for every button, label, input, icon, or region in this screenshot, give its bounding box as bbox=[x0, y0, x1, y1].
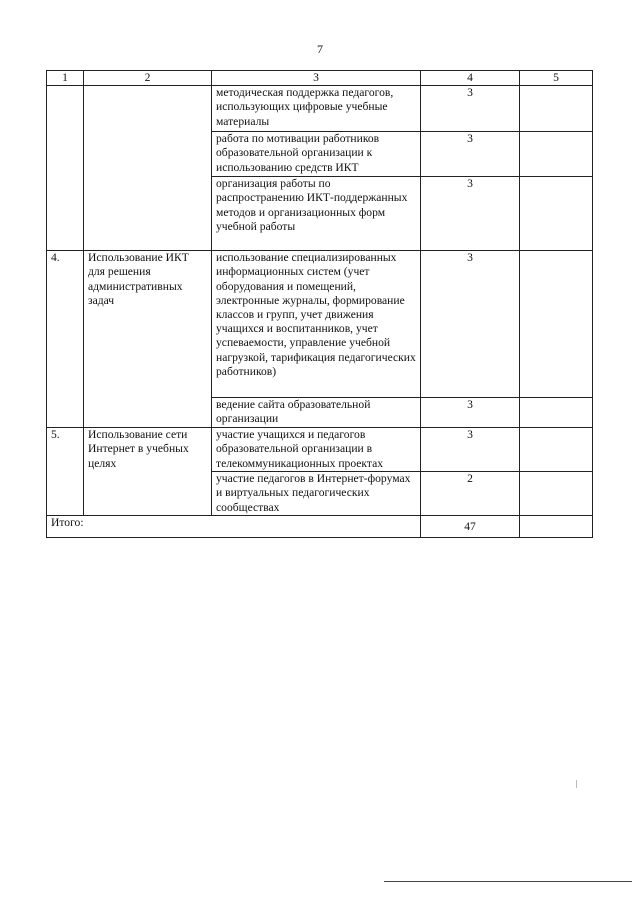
note-cell bbox=[520, 398, 593, 428]
note-cell bbox=[520, 86, 593, 132]
score-cell: 3 bbox=[421, 398, 520, 428]
item-cell: организация работы по распространению ИКТ-поддержанных методов и организационных форм учебной работы bbox=[212, 177, 421, 251]
item-cell: методическая поддержка педагогов, использующих цифровые учебные материалы bbox=[212, 86, 421, 132]
score-cell: 3 bbox=[421, 428, 520, 472]
total-score: 47 bbox=[421, 516, 520, 538]
header-cell: 1 bbox=[47, 71, 84, 86]
row-number: 5. bbox=[47, 428, 84, 516]
row-number: 4. bbox=[47, 251, 84, 428]
note-cell bbox=[520, 132, 593, 177]
score-cell: 2 bbox=[421, 472, 520, 516]
score-cell: 3 bbox=[421, 132, 520, 177]
table-header-row bbox=[47, 71, 593, 86]
table-row bbox=[47, 86, 593, 132]
area-cell: Использование сети Интернет в учебных целях bbox=[84, 428, 212, 516]
header-cell: 3 bbox=[212, 71, 421, 86]
margin-mark bbox=[576, 780, 577, 788]
total-label: Итого: bbox=[47, 516, 421, 538]
total-row bbox=[47, 516, 593, 538]
score-cell: 3 bbox=[421, 86, 520, 132]
footer-rule bbox=[384, 881, 632, 882]
note-cell bbox=[520, 428, 593, 472]
header-cell: 2 bbox=[84, 71, 212, 86]
area-cell bbox=[84, 86, 212, 251]
page-number: 7 bbox=[317, 42, 323, 56]
total-note bbox=[520, 516, 593, 538]
item-cell: использование специализированных информационных систем (учет оборудования и помещений, электронные журналы, формирование классов и групп, учет движения учащихся и воспитанников, учет успеваемости, управление учебной нагрузкой, тарификация педагогических работников) bbox=[212, 251, 421, 398]
score-cell: 3 bbox=[421, 251, 520, 398]
header-cell: 4 bbox=[421, 71, 520, 86]
table-row bbox=[47, 251, 593, 398]
note-cell bbox=[520, 251, 593, 398]
note-cell bbox=[520, 472, 593, 516]
item-cell: участие учащихся и педагогов образовательной организации в телекоммуникационных проектах bbox=[212, 428, 421, 472]
note-cell bbox=[520, 177, 593, 251]
table-row bbox=[47, 428, 593, 472]
row-number bbox=[47, 86, 84, 251]
item-cell: работа по мотивации работников образовательной организации к использованию средств ИКТ bbox=[212, 132, 421, 177]
criteria-table bbox=[46, 70, 593, 538]
item-cell: участие педагогов в Интернет-форумах и виртуальных педагогических сообществах bbox=[212, 472, 421, 516]
header-cell: 5 bbox=[520, 71, 593, 86]
score-cell: 3 bbox=[421, 177, 520, 251]
area-cell: Использование ИКТ для решения административных задач bbox=[84, 251, 212, 428]
item-cell: ведение сайта образовательной организации bbox=[212, 398, 421, 428]
